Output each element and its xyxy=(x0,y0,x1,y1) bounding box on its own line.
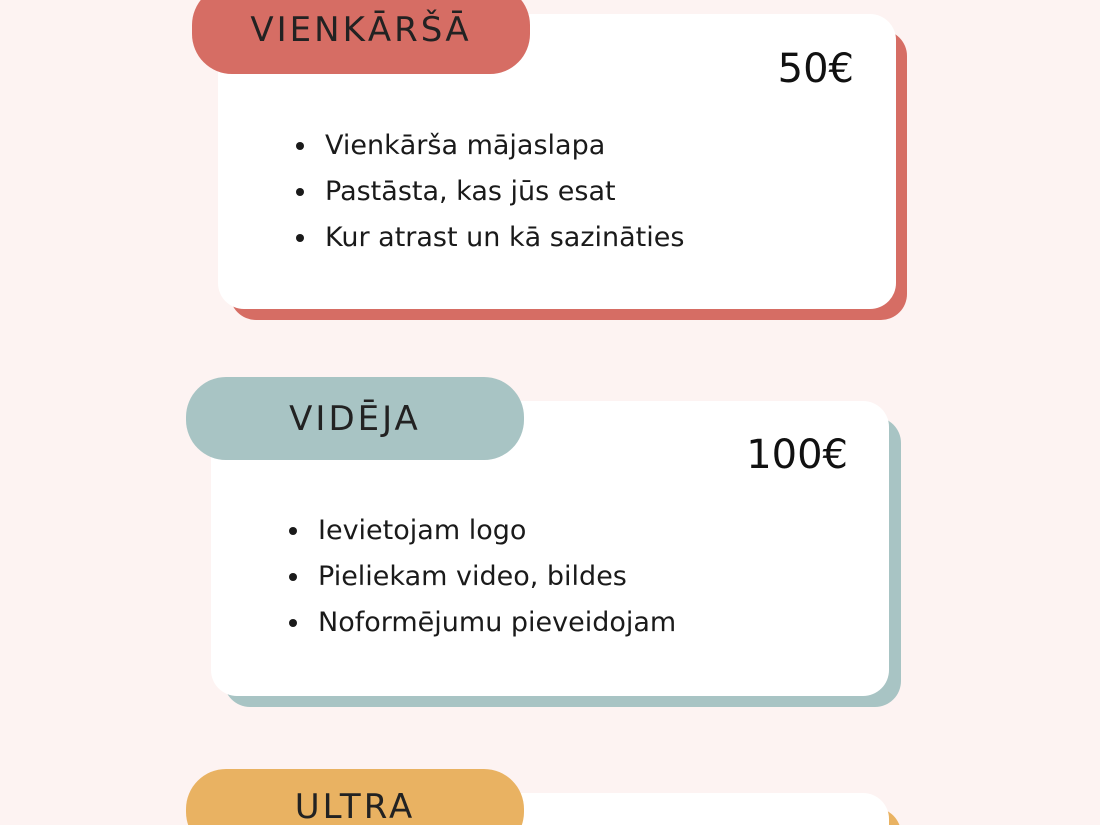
plan-name: ULTRA xyxy=(294,787,416,825)
feature-item: • Ievietojam logo xyxy=(312,508,676,554)
plan-price: 100€ xyxy=(746,432,848,478)
feature-item: • Noformējumu pieveidojam xyxy=(312,600,676,646)
plan-name: VIDĒJA xyxy=(289,398,421,439)
feature-item: • Pieliekam video, bildes xyxy=(312,554,676,600)
plan-price: 50€ xyxy=(777,46,854,92)
feature-item: • Pastāsta, kas jūs esat xyxy=(319,169,684,215)
plan-name: VIENKĀRŠĀ xyxy=(250,9,472,50)
feature-item: • Vienkārša mājaslapa xyxy=(319,123,684,169)
plan-name-tab xyxy=(186,769,524,825)
feature-item: • Kur atrast un kā sazināties xyxy=(319,215,684,261)
